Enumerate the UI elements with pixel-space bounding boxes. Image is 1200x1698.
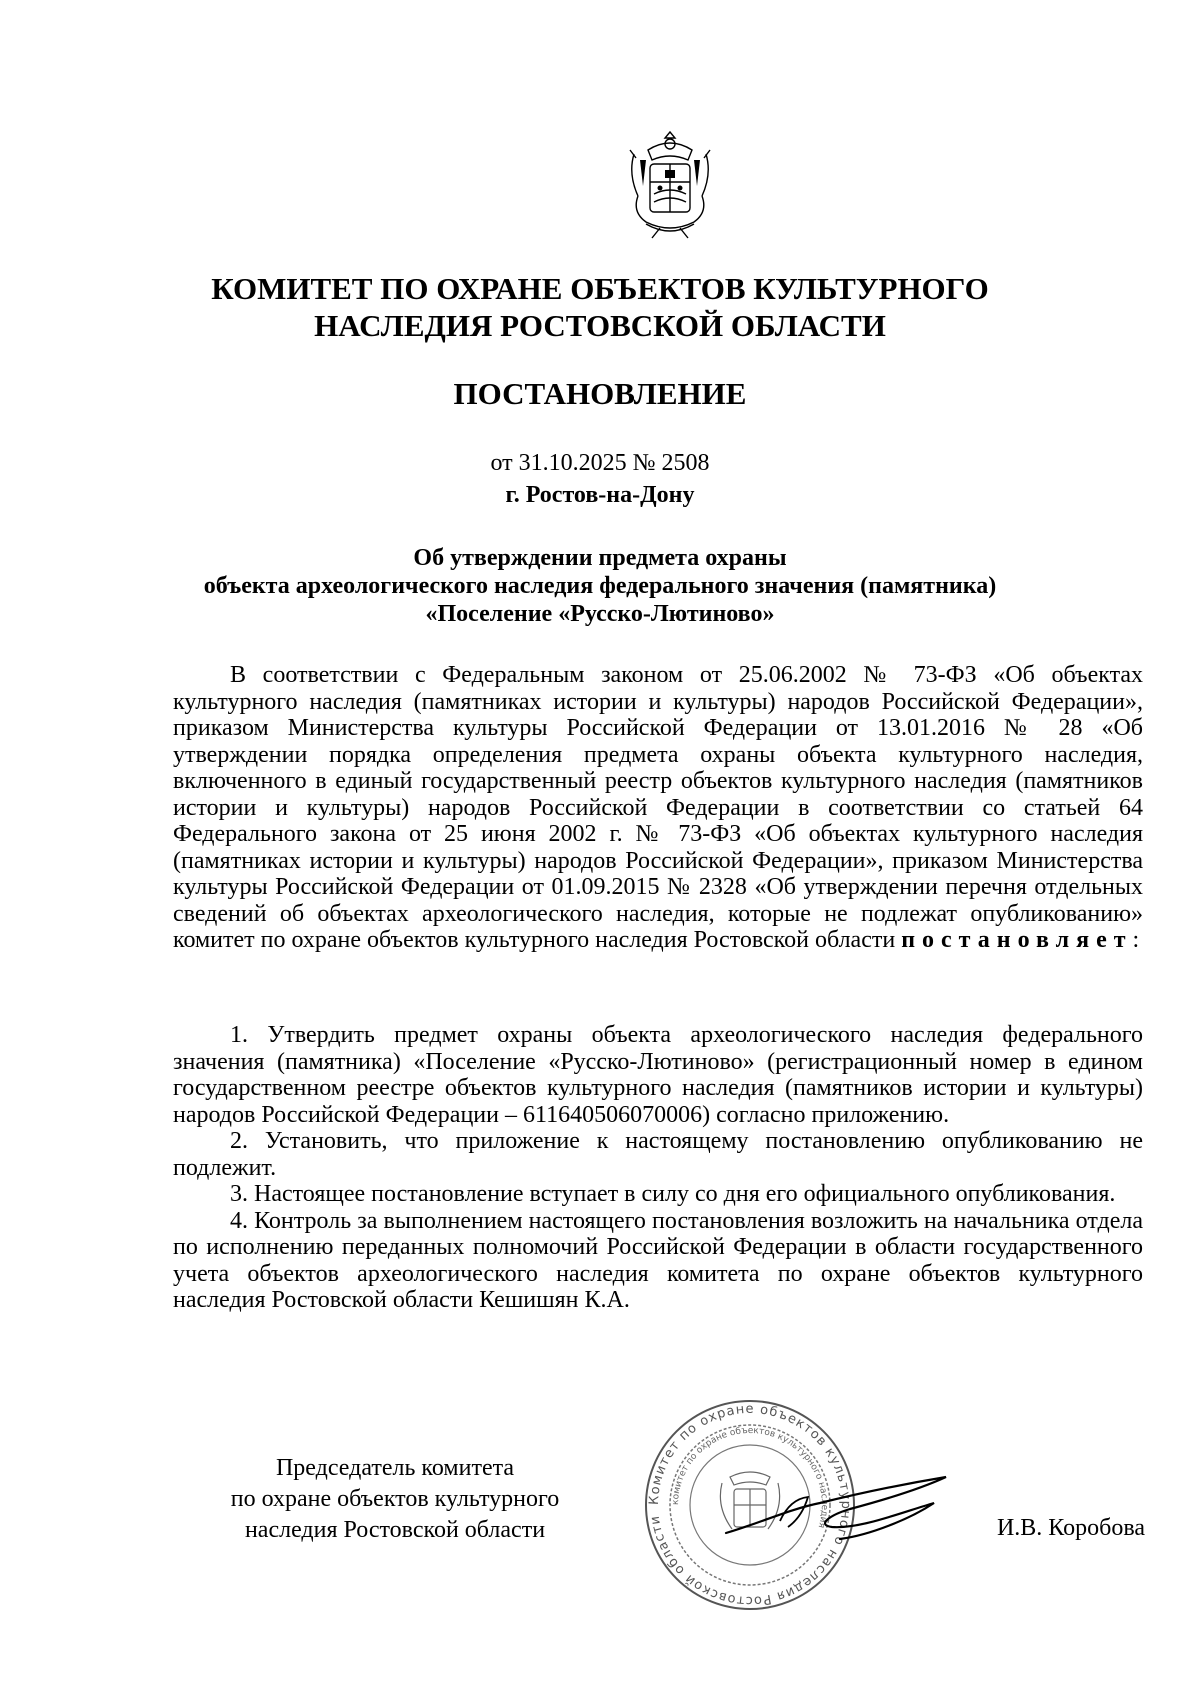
document-type: ПОСТАНОВЛЕНИЕ	[453, 376, 747, 411]
signatory-name: И.В. Коробова	[996, 1515, 1145, 1541]
seal-inner-text: комитет по охране объектов культурного наследия	[670, 1425, 830, 1530]
preamble	[173, 662, 1143, 954]
signatory-position	[175, 1453, 615, 1546]
preamble-text: В соответствии с Федеральным законом от 25.06.2002 № 73-ФЗ «Об объектах культурного наследия (памятниках истории и культуры) народов Российской Федерации», приказом Министерства культуры Российской Федерации от 13.01.2016 № 28 «Об утверждении порядка определения предмета охраны объекта культурного наследия, включенного в единый государственный реестр объектов культурного наследия (памятников истории и культуры) народов Российской Федерации в соответствии со статьей 64 Федерального закона от 25 июня 2002 г. № 73-ФЗ «Об объектах культурного наследия (памятниках истории и культуры) народов Российской Федерации», приказом Министерства культуры Российской Федерации от 01.09.2015 № 2328 «Об утверждении перечня отдельных сведений об объектах археологического наследия, которые не подлежат опубликованию» комитет по охране объектов культурного наследия Ростовской области	[173, 662, 1143, 953]
signatory-position-line: Председатель комитета	[275, 1455, 515, 1481]
document-subject	[150, 544, 1050, 628]
subject-line: объекта археологического наследия федерального значения (памятника)	[203, 573, 997, 599]
date-and-number: от 31.10.2025 № 2508	[490, 450, 710, 476]
resolution-item: 2. Установить, что приложение к настоящему постановлению опубликованию не подлежит.	[173, 1128, 1143, 1181]
city: г. Ростов-на-Дону	[505, 482, 695, 508]
signatory-position-line: по охране объектов культурного	[230, 1486, 560, 1512]
seal-outer-text: Комитет по охране объектов культурного наследия Ростовской области	[646, 1401, 854, 1609]
resolution-items	[173, 1022, 1143, 1314]
organization-title	[150, 270, 1050, 344]
signatory-position-line: наследия Ростовской области	[244, 1517, 546, 1543]
organization-title-line: КОМИТЕТ ПО ОХРАНЕ ОБЪЕКТОВ КУЛЬТУРНОГО	[211, 271, 989, 306]
preamble-end: :	[1132, 927, 1140, 953]
subject-line: «Поселение «Русско-Лютиново»	[425, 601, 775, 627]
coat-of-arms-icon	[620, 124, 720, 242]
resolution-item: 4. Контроль за выполнением настоящего постановления возложить на начальника отдела по исполнению переданных полномочий Российской Федерации в области государственного учета объектов археологического наследия комитета по охране объектов культурного наследия Ростовской области Кешишян К.А.	[173, 1207, 1143, 1313]
organization-title-line: НАСЛЕДИЯ РОСТОВСКОЙ ОБЛАСТИ	[314, 308, 886, 343]
preamble-paragraph	[173, 662, 1143, 954]
resolution-keyword: постановляет	[901, 927, 1133, 953]
handwritten-signature-icon	[720, 1463, 950, 1553]
subject-line: Об утверждении предмета охраны	[413, 545, 787, 571]
resolution-item: 1. Утвердить предмет охраны объекта археологического наследия федерального значения (памятника) «Поселение «Русско-Лютиново» (регистрационный номер в едином государственном реестре объектов культурного наследия (памятников истории и культуры) народов Российской Федерации – 611640506070006) согласно приложению.	[173, 1022, 1143, 1128]
resolution-item: 3. Настоящее постановление вступает в силу со дня его официального опубликования.	[230, 1181, 1116, 1207]
